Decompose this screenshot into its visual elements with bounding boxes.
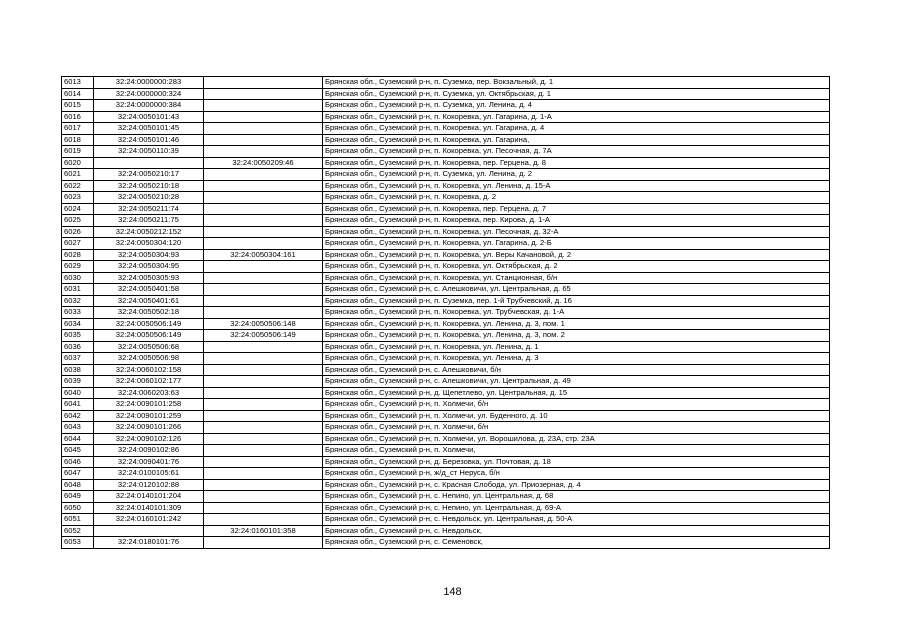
table-row <box>62 341 830 353</box>
row-number-cell: 6040 <box>62 387 94 399</box>
second-cadastral-number-cell <box>204 491 323 503</box>
cadastral-number-cell: 32:24:0060102:177 <box>94 376 204 388</box>
row-number-cell: 6045 <box>62 445 94 457</box>
address-cell: Брянская обл., Суземский р-н, с. Невдольск, <box>323 525 830 537</box>
cadastral-number-cell: 32:24:0180101:76 <box>94 537 204 549</box>
cadastral-number-cell: 32:24:0050304:93 <box>94 249 204 261</box>
cadastral-number-cell: 32:24:0160101:242 <box>94 514 204 526</box>
cadastral-number-cell <box>94 525 204 537</box>
table-row <box>62 318 830 330</box>
second-cadastral-number-cell <box>204 399 323 411</box>
address-cell: Брянская обл., Суземский р-н, п. Суземка, пер. 1-й Трубчевский, д. 16 <box>323 295 830 307</box>
address-cell: Брянская обл., Суземский р-н, п. Холмечи, б/н <box>323 399 830 411</box>
second-cadastral-number-cell <box>204 169 323 181</box>
second-cadastral-number-cell: 32:24:0050209:46 <box>204 157 323 169</box>
row-number-cell: 6049 <box>62 491 94 503</box>
address-cell: Брянская обл., Суземский р-н, п. Кокоревка, ул. Ленина, д. 15-А <box>323 180 830 192</box>
row-number-cell: 6015 <box>62 100 94 112</box>
address-cell: Брянская обл., Суземский р-н, п. Суземка, пер. Вокзальный, д. 1 <box>323 77 830 89</box>
address-cell: Брянская обл., Суземский р-н, п. Кокоревка, ул. Песочная, д. 32-А <box>323 226 830 238</box>
table-row <box>62 261 830 273</box>
cadastral-number-cell: 32:24:0090102:86 <box>94 445 204 457</box>
table-row <box>62 215 830 227</box>
table-row <box>62 387 830 399</box>
row-number-cell: 6028 <box>62 249 94 261</box>
address-cell: Брянская обл., Суземский р-н, с. Непино, ул. Центральная, д. 68 <box>323 491 830 503</box>
cadastral-number-cell: 32:24:0000000:283 <box>94 77 204 89</box>
second-cadastral-number-cell: 32:24:0050304:161 <box>204 249 323 261</box>
address-cell: Брянская обл., Суземский р-н, с. Алешковичи, б/н <box>323 364 830 376</box>
table-row <box>62 410 830 422</box>
row-number-cell: 6035 <box>62 330 94 342</box>
address-cell: Брянская обл., Суземский р-н, п. Суземка, ул. Октябрьская, д. 1 <box>323 88 830 100</box>
address-cell: Брянская обл., Суземский р-н, п. Холмечи, ул. Ворошилова, д. 23А, стр. 23А <box>323 433 830 445</box>
cadastral-number-cell: 32:24:0050210:17 <box>94 169 204 181</box>
second-cadastral-number-cell <box>204 284 323 296</box>
address-cell: Брянская обл., Суземский р-н, с. Красная Слобода, ул. Приозерная, д. 4 <box>323 479 830 491</box>
row-number-cell: 6016 <box>62 111 94 123</box>
table-row <box>62 525 830 537</box>
table-row <box>62 100 830 112</box>
address-cell: Брянская обл., Суземский р-н, д. Щепетлево, ул. Центральная, д. 15 <box>323 387 830 399</box>
second-cadastral-number-cell <box>204 468 323 480</box>
table-row <box>62 445 830 457</box>
cadastral-number-cell: 32:24:0090401:76 <box>94 456 204 468</box>
row-number-cell: 6046 <box>62 456 94 468</box>
address-cell: Брянская обл., Суземский р-н, д. Березовка, ул. Почтовая, д. 18 <box>323 456 830 468</box>
row-number-cell: 6042 <box>62 410 94 422</box>
cadastral-number-cell: 32:24:0050502:18 <box>94 307 204 319</box>
cadastral-number-cell: 32:24:0050506:149 <box>94 330 204 342</box>
row-number-cell: 6032 <box>62 295 94 307</box>
table-row <box>62 146 830 158</box>
table-row <box>62 502 830 514</box>
table-row <box>62 537 830 549</box>
row-number-cell: 6024 <box>62 203 94 215</box>
table-row <box>62 422 830 434</box>
row-number-cell: 6022 <box>62 180 94 192</box>
row-number-cell: 6050 <box>62 502 94 514</box>
row-number-cell: 6031 <box>62 284 94 296</box>
address-cell: Брянская обл., Суземский р-н, п. Кокоревка, ул. Ленина, д. 3 <box>323 353 830 365</box>
address-cell: Брянская обл., Суземский р-н, п. Кокоревка, ул. Гагарина, д. 2-Б <box>323 238 830 250</box>
table-row <box>62 514 830 526</box>
table-row <box>62 433 830 445</box>
second-cadastral-number-cell: 32:24:0050506:148 <box>204 318 323 330</box>
address-cell: Брянская обл., Суземский р-н, п. Суземка, ул. Ленина, д. 4 <box>323 100 830 112</box>
table-row <box>62 479 830 491</box>
second-cadastral-number-cell <box>204 353 323 365</box>
address-cell: Брянская обл., Суземский р-н, ж/д_ст Неруса, б/н <box>323 468 830 480</box>
cadastral-number-cell: 32:24:0140101:309 <box>94 502 204 514</box>
cadastral-number-cell: 32:24:0000000:324 <box>94 88 204 100</box>
table-row <box>62 399 830 411</box>
second-cadastral-number-cell <box>204 272 323 284</box>
cadastral-number-cell: 32:24:0050305:93 <box>94 272 204 284</box>
row-number-cell: 6025 <box>62 215 94 227</box>
address-cell: Брянская обл., Суземский р-н, п. Кокоревка, ул. Ленина, д. 1 <box>323 341 830 353</box>
address-cell: Брянская обл., Суземский р-н, с. Семеновск, <box>323 537 830 549</box>
cadastral-number-cell: 32:24:0100105:61 <box>94 468 204 480</box>
address-cell: Брянская обл., Суземский р-н, п. Кокоревка, ул. Гагарина, <box>323 134 830 146</box>
table-row <box>62 376 830 388</box>
row-number-cell: 6044 <box>62 433 94 445</box>
cadastral-number-cell: 32:24:0050506:68 <box>94 341 204 353</box>
row-number-cell: 6013 <box>62 77 94 89</box>
second-cadastral-number-cell <box>204 88 323 100</box>
address-cell: Брянская обл., Суземский р-н, с. Невдольск, ул. Центральная, д. 50-А <box>323 514 830 526</box>
table-row <box>62 134 830 146</box>
second-cadastral-number-cell: 32:24:0050506:149 <box>204 330 323 342</box>
second-cadastral-number-cell <box>204 307 323 319</box>
address-cell: Брянская обл., Суземский р-н, п. Кокоревка, ул. Трубчевская, д. 1-А <box>323 307 830 319</box>
second-cadastral-number-cell <box>204 502 323 514</box>
cadastral-number-cell: 32:24:0050210:18 <box>94 180 204 192</box>
row-number-cell: 6020 <box>62 157 94 169</box>
second-cadastral-number-cell <box>204 226 323 238</box>
second-cadastral-number-cell <box>204 514 323 526</box>
cadastral-number-cell: 32:24:0050506:98 <box>94 353 204 365</box>
table-row <box>62 203 830 215</box>
table-row <box>62 88 830 100</box>
row-number-cell: 6053 <box>62 537 94 549</box>
address-cell: Брянская обл., Суземский р-н, п. Кокоревка, ул. Гагарина, д. 4 <box>323 123 830 135</box>
cadastral-number-cell: 32:24:0050506:149 <box>94 318 204 330</box>
row-number-cell: 6029 <box>62 261 94 273</box>
cadastral-number-cell: 32:24:0090101:259 <box>94 410 204 422</box>
address-cell: Брянская обл., Суземский р-н, с. Непино, ул. Центральная, д. 69-А <box>323 502 830 514</box>
second-cadastral-number-cell <box>204 422 323 434</box>
table-row <box>62 249 830 261</box>
second-cadastral-number-cell <box>204 387 323 399</box>
second-cadastral-number-cell <box>204 203 323 215</box>
cadastral-number-cell: 32:24:0090102:126 <box>94 433 204 445</box>
row-number-cell: 6021 <box>62 169 94 181</box>
cadastral-number-cell: 32:24:0060203:63 <box>94 387 204 399</box>
cadastral-number-cell: 32:24:0090101:266 <box>94 422 204 434</box>
row-number-cell: 6019 <box>62 146 94 158</box>
address-cell: Брянская обл., Суземский р-н, п. Суземка, ул. Ленина, д. 2 <box>323 169 830 181</box>
table-row <box>62 456 830 468</box>
row-number-cell: 6039 <box>62 376 94 388</box>
second-cadastral-number-cell: 32:24:0160101:358 <box>204 525 323 537</box>
row-number-cell: 6043 <box>62 422 94 434</box>
second-cadastral-number-cell <box>204 134 323 146</box>
cadastral-number-cell <box>94 157 204 169</box>
address-cell: Брянская обл., Суземский р-н, п. Холмечи, ул. Буденного, д. 10 <box>323 410 830 422</box>
table-row <box>62 238 830 250</box>
table-row <box>62 226 830 238</box>
table-row <box>62 307 830 319</box>
table-row <box>62 284 830 296</box>
second-cadastral-number-cell <box>204 376 323 388</box>
cadastral-number-cell: 32:24:0050211:74 <box>94 203 204 215</box>
second-cadastral-number-cell <box>204 192 323 204</box>
second-cadastral-number-cell <box>204 261 323 273</box>
second-cadastral-number-cell <box>204 180 323 192</box>
address-cell: Брянская обл., Суземский р-н, п. Кокоревка, ул. Октябрьская, д. 2 <box>323 261 830 273</box>
address-cell: Брянская обл., Суземский р-н, п. Холмечи, б/н <box>323 422 830 434</box>
second-cadastral-number-cell <box>204 410 323 422</box>
row-number-cell: 6027 <box>62 238 94 250</box>
table-row <box>62 353 830 365</box>
second-cadastral-number-cell <box>204 456 323 468</box>
address-cell: Брянская обл., Суземский р-н, п. Кокоревка, ул. Станционная, б/н <box>323 272 830 284</box>
cadastral-number-cell: 32:24:0050210:28 <box>94 192 204 204</box>
cadastral-number-cell: 32:24:0000000:384 <box>94 100 204 112</box>
address-cell: Брянская обл., Суземский р-н, п. Кокоревка, пер. Герцена, д. 7 <box>323 203 830 215</box>
address-cell: Брянская обл., Суземский р-н, п. Кокоревка, ул. Веры Качановой, д. 2 <box>323 249 830 261</box>
second-cadastral-number-cell <box>204 433 323 445</box>
table-row <box>62 491 830 503</box>
address-cell: Брянская обл., Суземский р-н, п. Кокоревка, ул. Ленина, д. 3, пом. 1 <box>323 318 830 330</box>
row-number-cell: 6023 <box>62 192 94 204</box>
row-number-cell: 6051 <box>62 514 94 526</box>
second-cadastral-number-cell <box>204 537 323 549</box>
table-row <box>62 330 830 342</box>
address-cell: Брянская обл., Суземский р-н, п. Кокоревка, ул. Песочная, д. 7А <box>323 146 830 158</box>
table-row <box>62 157 830 169</box>
table-row <box>62 123 830 135</box>
cadastral-number-cell: 32:24:0050110:39 <box>94 146 204 158</box>
row-number-cell: 6034 <box>62 318 94 330</box>
address-cell: Брянская обл., Суземский р-н, с. Алешковичи, ул. Центральная, д. 65 <box>323 284 830 296</box>
cadastral-number-cell: 32:24:0120102:88 <box>94 479 204 491</box>
row-number-cell: 6048 <box>62 479 94 491</box>
row-number-cell: 6018 <box>62 134 94 146</box>
property-table <box>61 76 830 549</box>
cadastral-number-cell: 32:24:0050101:43 <box>94 111 204 123</box>
address-cell: Брянская обл., Суземский р-н, п. Холмечи, <box>323 445 830 457</box>
second-cadastral-number-cell <box>204 341 323 353</box>
address-cell: Брянская обл., Суземский р-н, п. Кокоревка, пер. Герцена, д. 8 <box>323 157 830 169</box>
second-cadastral-number-cell <box>204 479 323 491</box>
second-cadastral-number-cell <box>204 77 323 89</box>
second-cadastral-number-cell <box>204 100 323 112</box>
row-number-cell: 6030 <box>62 272 94 284</box>
row-number-cell: 6041 <box>62 399 94 411</box>
second-cadastral-number-cell <box>204 295 323 307</box>
row-number-cell: 6033 <box>62 307 94 319</box>
row-number-cell: 6014 <box>62 88 94 100</box>
cadastral-number-cell: 32:24:0140101:204 <box>94 491 204 503</box>
cadastral-number-cell: 32:24:0050401:61 <box>94 295 204 307</box>
table-row <box>62 192 830 204</box>
row-number-cell: 6052 <box>62 525 94 537</box>
cadastral-number-cell: 32:24:0050304:95 <box>94 261 204 273</box>
address-cell: Брянская обл., Суземский р-н, п. Кокоревка, ул. Гагарина, д. 1-А <box>323 111 830 123</box>
address-cell: Брянская обл., Суземский р-н, с. Алешковичи, ул. Центральная, д. 49 <box>323 376 830 388</box>
second-cadastral-number-cell <box>204 146 323 158</box>
cadastral-number-cell: 32:24:0050304:120 <box>94 238 204 250</box>
second-cadastral-number-cell <box>204 445 323 457</box>
cadastral-number-cell: 32:24:0050401:58 <box>94 284 204 296</box>
second-cadastral-number-cell <box>204 215 323 227</box>
second-cadastral-number-cell <box>204 123 323 135</box>
cadastral-number-cell: 32:24:0050211:75 <box>94 215 204 227</box>
table-row <box>62 180 830 192</box>
second-cadastral-number-cell <box>204 238 323 250</box>
cadastral-number-cell: 32:24:0090101:258 <box>94 399 204 411</box>
second-cadastral-number-cell <box>204 364 323 376</box>
row-number-cell: 6047 <box>62 468 94 480</box>
row-number-cell: 6026 <box>62 226 94 238</box>
row-number-cell: 6017 <box>62 123 94 135</box>
row-number-cell: 6038 <box>62 364 94 376</box>
property-table-body <box>62 77 830 549</box>
row-number-cell: 6036 <box>62 341 94 353</box>
address-cell: Брянская обл., Суземский р-н, п. Кокоревка, ул. Ленина, д. 3, пом. 2 <box>323 330 830 342</box>
cadastral-number-cell: 32:24:0050212:152 <box>94 226 204 238</box>
address-cell: Брянская обл., Суземский р-н, п. Кокоревка, д. 2 <box>323 192 830 204</box>
page-number: 148 <box>443 586 462 598</box>
table-row <box>62 77 830 89</box>
table-row <box>62 364 830 376</box>
address-cell: Брянская обл., Суземский р-н, п. Кокоревка, пер. Кирова, д. 1-А <box>323 215 830 227</box>
table-row <box>62 111 830 123</box>
table-row <box>62 169 830 181</box>
cadastral-number-cell: 32:24:0060102:158 <box>94 364 204 376</box>
table-row <box>62 272 830 284</box>
second-cadastral-number-cell <box>204 111 323 123</box>
table-row <box>62 468 830 480</box>
cadastral-number-cell: 32:24:0050101:46 <box>94 134 204 146</box>
table-row <box>62 295 830 307</box>
row-number-cell: 6037 <box>62 353 94 365</box>
cadastral-number-cell: 32:24:0050101:45 <box>94 123 204 135</box>
